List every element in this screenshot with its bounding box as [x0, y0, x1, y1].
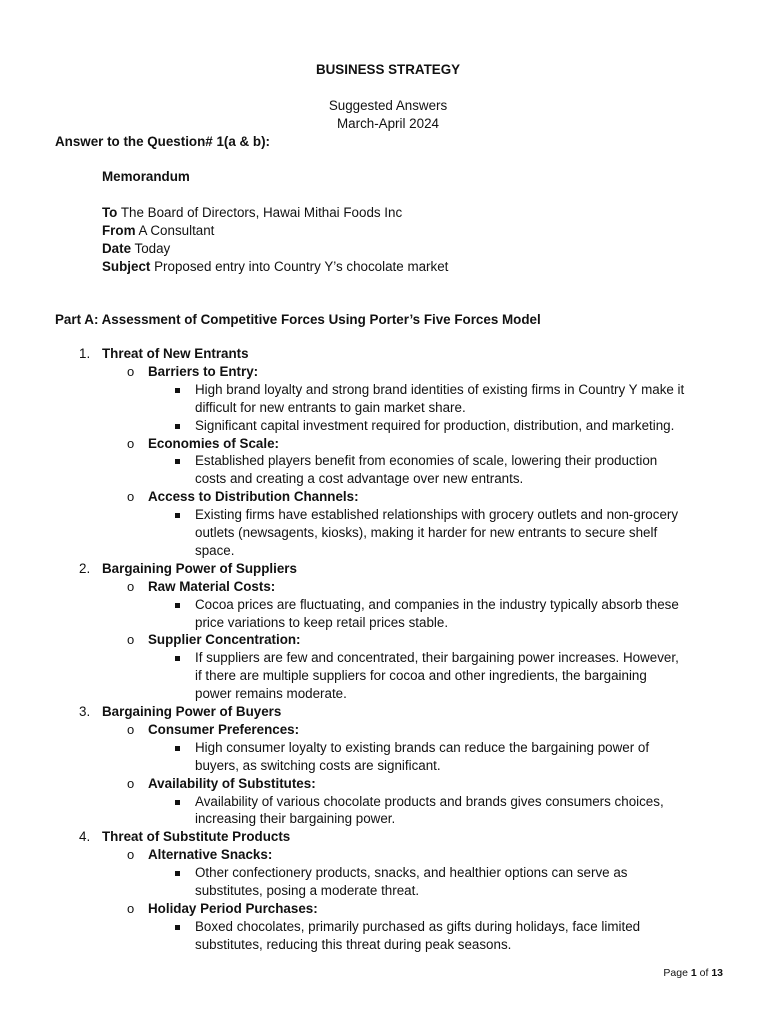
- point-text-line: space.: [195, 542, 235, 558]
- square-bullet-icon: [175, 424, 180, 429]
- square-bullet-icon: [175, 513, 180, 518]
- point-text-line: Availability of various chocolate products and brands gives consumers choices,: [195, 793, 664, 809]
- square-bullet-icon: [175, 459, 180, 464]
- factor-title: Raw Material Costs:: [148, 578, 276, 594]
- factor-bullet-icon: o: [127, 363, 135, 379]
- factor-bullet-icon: o: [127, 435, 135, 451]
- square-bullet-icon: [175, 871, 180, 876]
- factor-bullet-icon: o: [127, 900, 135, 916]
- document-subtitle: Suggested Answers: [328, 98, 448, 113]
- point-text-line: Other confectionery products, snacks, and healthier options can serve as: [195, 865, 628, 881]
- page-footer: [663, 966, 723, 980]
- memo-to: [102, 204, 402, 222]
- point-text-line: High consumer loyalty to existing brands can reduce the bargaining power of: [195, 739, 650, 755]
- square-bullet-icon: [175, 603, 180, 608]
- point-text-line: substitutes, posing a moderate threat.: [195, 883, 420, 898]
- point-text-line: difficult for new entrants to gain market share.: [195, 399, 466, 415]
- factor-title: Access to Distribution Channels:: [148, 489, 359, 505]
- memo-from-label: From: [102, 223, 136, 238]
- point-text-line: if there are multiple suppliers for cocoa and other ingredients, the bargaining: [195, 668, 647, 684]
- memo-date-label: Date: [102, 241, 132, 256]
- force-number: 3.: [79, 704, 91, 719]
- force-title: Bargaining Power of Buyers: [102, 704, 282, 719]
- factor-title: Holiday Period Purchases:: [148, 900, 318, 916]
- square-bullet-icon: [175, 800, 180, 805]
- force-title: Threat of New Entrants: [102, 346, 249, 361]
- question-heading: Answer to the Question# 1(a & b):: [55, 134, 271, 149]
- factor-bullet-icon: o: [127, 775, 135, 791]
- point-text-line: High brand loyalty and strong brand identities of existing firms in Country Y make it: [195, 381, 685, 397]
- factor-bullet-icon: o: [127, 578, 135, 594]
- part-a-heading: Part A: Assessment of Competitive Forces Using Porter’s Five Forces Model: [55, 312, 541, 327]
- memo-date: [102, 240, 170, 258]
- point-text-line: Established players benefit from economies of scale, lowering their production: [195, 453, 658, 469]
- memo-to-value: The Board of Directors, Hawai Mithai Foods Inc: [120, 205, 403, 220]
- memo-from-value: A Consultant: [138, 223, 215, 238]
- point-text-line: price variations to keep retail prices stable.: [195, 614, 449, 630]
- page-number: 1: [690, 967, 697, 979]
- square-bullet-icon: [175, 925, 180, 930]
- force-title: Threat of Substitute Products: [102, 829, 291, 845]
- point-text-line: Existing firms have established relationships with grocery outlets and non-grocery: [195, 507, 679, 523]
- square-bullet-icon: [175, 746, 180, 751]
- of-label: of: [699, 967, 709, 979]
- page-label: Page: [663, 967, 688, 979]
- memo-to-label: To: [102, 205, 118, 220]
- force-title: Bargaining Power of Suppliers: [102, 560, 297, 576]
- memo-subject-label: Subject: [102, 259, 151, 274]
- memo-subject: [102, 258, 448, 276]
- force-number: 4.: [79, 829, 91, 845]
- square-bullet-icon: [175, 388, 180, 393]
- force-number: 2.: [79, 560, 91, 576]
- point-text-line: substitutes, reducing this threat during peak seasons.: [195, 936, 512, 952]
- point-text-line: buyers, as switching costs are significant.: [195, 757, 441, 773]
- point-text-line: Boxed chocolates, primarily purchased as gifts during holidays, face limited: [195, 918, 641, 934]
- memo-subject-value: Proposed entry into Country Y’s chocolate market: [154, 259, 449, 274]
- factor-title: Alternative Snacks:: [148, 847, 273, 863]
- factor-bullet-icon: o: [127, 847, 135, 863]
- memo-heading: Memorandum: [102, 169, 190, 184]
- point-text-line: increasing their bargaining power.: [195, 811, 396, 827]
- factor-title: Consumer Preferences:: [148, 721, 300, 737]
- point-text-line: costs and creating a cost advantage over new entrants.: [195, 471, 524, 487]
- page-total: 13: [711, 967, 723, 979]
- factor-bullet-icon: o: [127, 632, 135, 648]
- factor-title: Economies of Scale:: [148, 435, 279, 451]
- force-number: 1.: [79, 346, 91, 361]
- factor-title: Supplier Concentration:: [148, 632, 301, 648]
- point-text-line: Significant capital investment required for production, distribution, and marketing.: [195, 417, 675, 433]
- point-text-line: outlets (newsagents, kiosks), making it harder for new entrants to secure shelf: [195, 525, 658, 540]
- factor-bullet-icon: o: [127, 721, 135, 737]
- exam-session: March-April 2024: [337, 116, 439, 131]
- point-text-line: power remains moderate.: [195, 686, 347, 702]
- point-text-line: If suppliers are few and concentrated, their bargaining power increases. However,: [195, 650, 679, 666]
- factor-title: Availability of Substitutes:: [148, 775, 316, 791]
- point-text-line: Cocoa prices are fluctuating, and companies in the industry typically absorb these: [195, 596, 679, 612]
- factor-title: Barriers to Entry:: [148, 363, 259, 379]
- memo-from: [102, 222, 214, 240]
- memo-date-value: Today: [134, 241, 171, 256]
- document-title: BUSINESS STRATEGY: [315, 62, 461, 77]
- square-bullet-icon: [175, 656, 180, 661]
- factor-bullet-icon: o: [127, 489, 135, 505]
